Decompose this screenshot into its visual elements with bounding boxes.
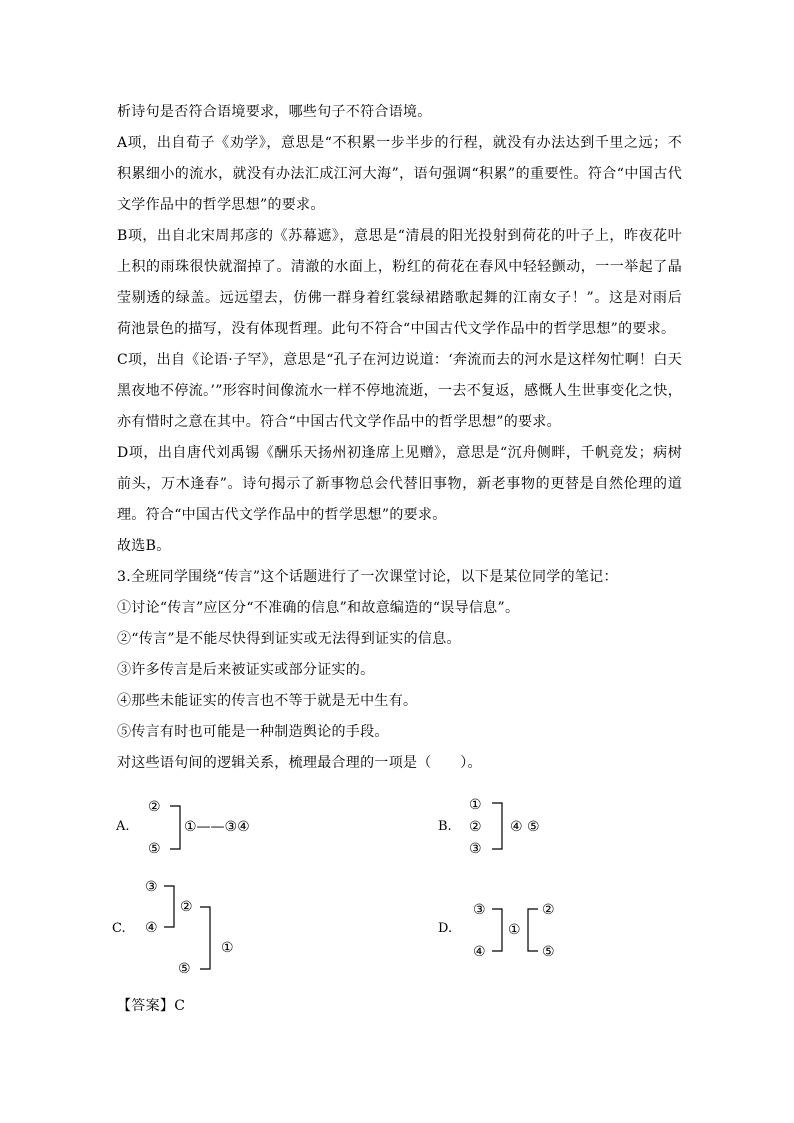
option-a-label: A. — [116, 819, 130, 834]
analysis-a: A项，出自荀子《劝学》，意思是“不积累一步半步的行程，就没有办法达到千里之远；不积累细小的流水，就没有办法汇成江河大海”，语句强调“积累”的重要性。符合“中国古代文学作品中的哲学思想”的要求。 — [117, 135, 682, 213]
option-a-node-right: ①——③④ — [184, 819, 250, 835]
option-c-node-1: ① — [221, 940, 234, 956]
analysis-d: D项，出自唐代刘禹锡《酬乐天扬州初逢席上见赠》，意思是“沉舟侧畔，千帆竞发；病树前头，万木逢春”。诗句揭示了新事物总会代替旧事物，新老事物的更替是自然伦理的道理。符合“中国古代文学作品中的哲学思想”的要求。 — [117, 445, 682, 523]
statement-5: ⑤传言有时也可能是一种制造舆论的手段。 — [117, 724, 389, 740]
option-b-node-2: ② — [469, 819, 482, 835]
option-b-node-1: ① — [469, 797, 482, 813]
option-b-label: B. — [438, 819, 452, 834]
intro-text: 析诗句是否符合语境要求，哪些句子不符合语境。 — [117, 104, 432, 120]
statement-4: ④那些未能证实的传言也不等于就是无中生有。 — [117, 693, 418, 709]
option-d-node-5: ⑤ — [542, 944, 555, 960]
option-c-node-5: ⑤ — [178, 961, 191, 977]
option-b-node-right: ④ ⑤ — [510, 819, 540, 835]
option-c-label: C. — [112, 921, 126, 936]
option-a-node-top: ② — [148, 799, 161, 815]
analysis-b: B项，出自北宋周邦彦的《苏幕遮》，意思是“清晨的阳光投射到荷花的叶子上，昨夜花叶上积的雨珠很快就溜掉了。清澈的水面上，粉红的荷花在春风中轻轻颤动，一一举起了晶莹剔透的绿盖。远远望去，仿佛一群身着红裳绿裙踏歌起舞的江南女子！”。这是对雨后荷池景色的描写，没有体现哲理。此句不符合“中国古代文学作品中的哲学思想”的要求。 — [117, 228, 682, 337]
question-3-stem: 3.全班同学围绕“传言”这个话题进行了一次课堂讨论，以下是某位同学的笔记： — [117, 569, 618, 585]
question-3-prompt: 对这些语句间的逻辑关系，梳理最合理的一项是（ ）。 — [117, 755, 482, 771]
option-c-node-2: ② — [180, 899, 193, 915]
statement-2: ②“传言”是不能尽快得到证实或无法得到证实的信息。 — [117, 631, 461, 647]
answer-line: 【答案】C — [117, 998, 186, 1014]
statement-1: ①讨论“传言”应区分“不准确的信息”和故意编造的“误导信息”。 — [117, 600, 520, 616]
option-d-label: D. — [438, 921, 453, 936]
option-c-node-3: ③ — [145, 879, 158, 895]
option-d-node-1: ① — [508, 922, 521, 938]
option-d-node-4: ④ — [473, 944, 486, 960]
option-b-node-3: ③ — [469, 841, 482, 857]
statement-3: ③许多传言是后来被证实或部分证实的。 — [117, 662, 375, 678]
option-d-node-2: ② — [542, 902, 555, 918]
option-d-node-3: ③ — [473, 902, 486, 918]
option-a-node-bottom: ⑤ — [148, 841, 161, 857]
option-c-node-4: ④ — [145, 920, 158, 936]
analysis-c: C项，出自《论语·子罕》，意思是“孔子在河边说道：‘奔流而去的河水是这样匆忙啊！白天黑夜地不停流。’”形容时间像流水一样不停地流逝，一去不复返，感慨人生世事变化之快，亦有惜时之意在其中。符合“中国古代文学作品中的哲学思想”的要求。 — [117, 352, 682, 430]
conclusion-b: 故选B。 — [117, 538, 171, 554]
